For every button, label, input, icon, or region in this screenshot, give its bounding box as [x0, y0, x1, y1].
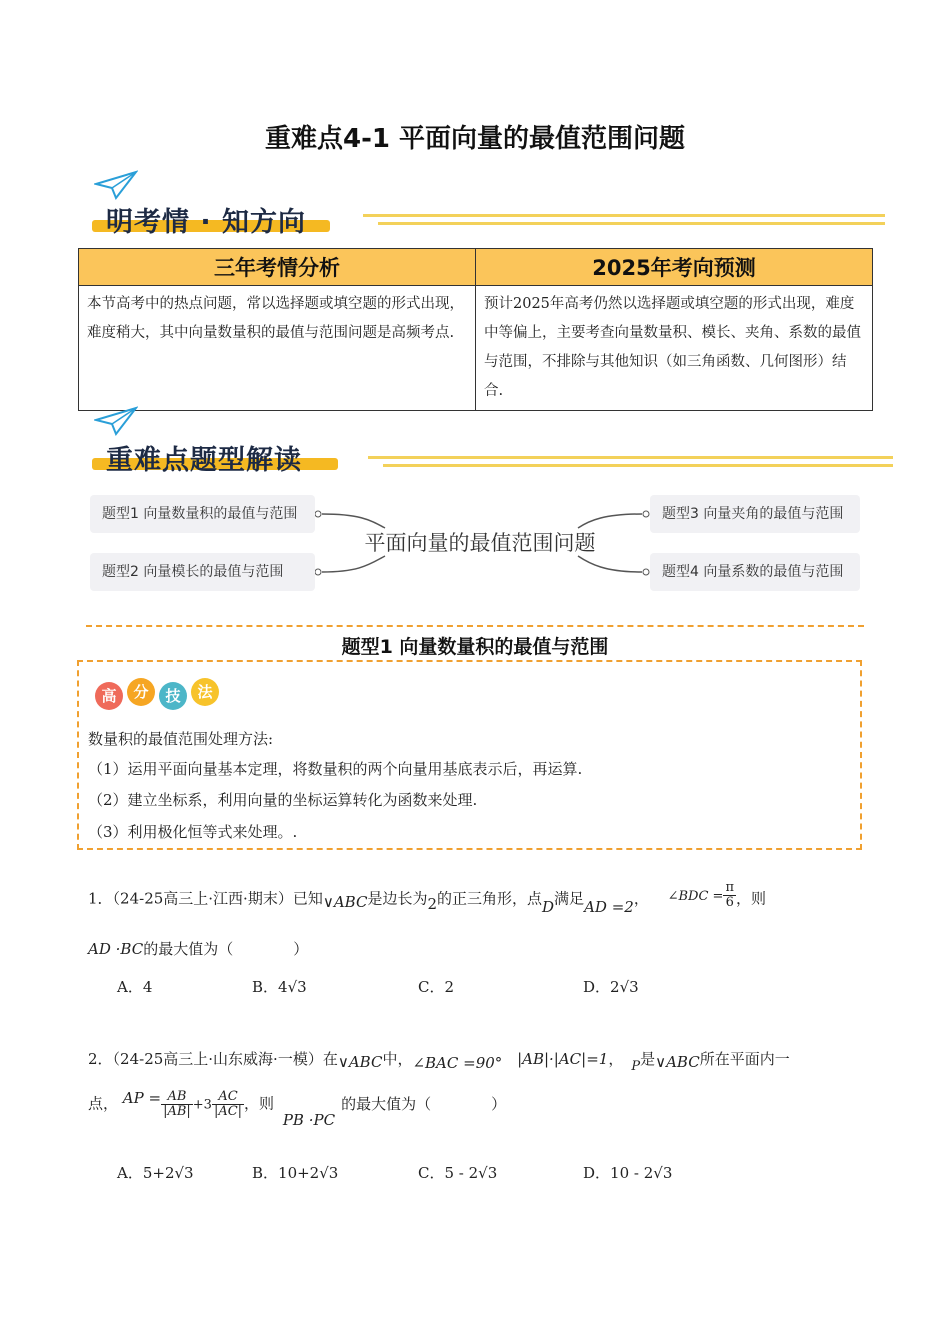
q1-option-a[interactable]: A．4 — [117, 978, 153, 996]
paper-plane-icon — [94, 170, 138, 200]
method-line-0: 数量积的最值范围处理方法: — [88, 730, 274, 748]
question-2-line2: 点， AP = $\frac{AB}{|AB|}$ +3 $\frac{AC}{|AC|}$ ，则 PB ·PC的最大值为（ ） — [88, 1088, 507, 1129]
mindmap-item-2: 题型2 向量模长的最值与范围 — [90, 553, 315, 591]
q1-option-d[interactable]: D．2√3 — [583, 978, 639, 996]
paper-plane-icon — [94, 406, 138, 436]
q2-option-a[interactable]: A．5+2√3 — [117, 1164, 194, 1182]
mindmap-item-4: 题型4 向量系数的最值与范围 — [650, 553, 860, 591]
analysis-header-2: 2025年考向预测 — [476, 249, 873, 286]
q2-option-b[interactable]: B．10+2√3 — [252, 1164, 339, 1182]
analysis-table — [78, 248, 873, 411]
question-1: 1．（24-25高三上·江西·期末）已知∨ABC是边长为2的正三角形，点D满足AD =2， ∠BDC = $\frac{\pi}{6}$ ，则 — [88, 880, 767, 916]
mindmap-center: 平面向量的最值范围问题 — [364, 531, 596, 555]
question-2: 2．（24-25高三上·山东威海·一模）在∨ABC中，∠BAC =90° |AB|·|AC|=1， P是∨ABC所在平面内一 — [88, 1050, 790, 1074]
banner-ming-kao-qing — [88, 170, 898, 240]
mindmap-item-3: 题型3 向量夹角的最值与范围 — [650, 495, 860, 533]
badge-gao: 高 — [95, 682, 123, 710]
method-line-1: （1）运用平面向量基本定理，将数量积的两个向量用基底表示后，再运算. — [88, 760, 583, 778]
q2-option-d[interactable]: D．10 - 2√3 — [583, 1164, 673, 1182]
badge-ji: 技 — [159, 682, 187, 710]
page-title: 重难点4-1 平面向量的最值范围问题 — [264, 124, 686, 154]
badge-fa: 法 — [191, 678, 219, 706]
analysis-cell-1: 本节高考中的热点问题，常以选择题或填空题的形式出现，难度稍大，其中向量数量积的最值与范围问题是高频考点. — [79, 286, 476, 411]
q1-option-b[interactable]: B．4√3 — [252, 978, 307, 996]
banner2-text: 重难点题型解读 — [106, 445, 302, 476]
analysis-header-1: 三年考情分析 — [79, 249, 476, 286]
q2-option-c[interactable]: C．5 - 2√3 — [418, 1164, 498, 1182]
method-line-3: （3）利用极化恒等式来处理。. — [88, 823, 298, 841]
section1-title: 题型1 向量数量积的最值与范围 — [341, 636, 609, 658]
mindmap-item-1: 题型1 向量数量积的最值与范围 — [90, 495, 315, 533]
badge-fen: 分 — [127, 678, 155, 706]
banner1-text: 明考情 · 知方向 — [106, 207, 307, 238]
analysis-cell-2: 预计2025年高考仍然以选择题或填空题的形式出现，难度中等偏上，主要考查向量数量积、模长、夹角、系数的最值与范围，不排除与其他知识（如三角函数、几何图形）结合. — [476, 286, 873, 411]
section-divider — [86, 625, 864, 627]
method-line-2: （2）建立坐标系，利用向量的坐标运算转化为函数来处理. — [88, 791, 478, 809]
question-1-line2: AD ·BC的最大值为（ ） — [88, 940, 309, 958]
q1-option-c[interactable]: C．2 — [418, 978, 455, 996]
banner-zhong-nan-dian — [88, 406, 903, 476]
